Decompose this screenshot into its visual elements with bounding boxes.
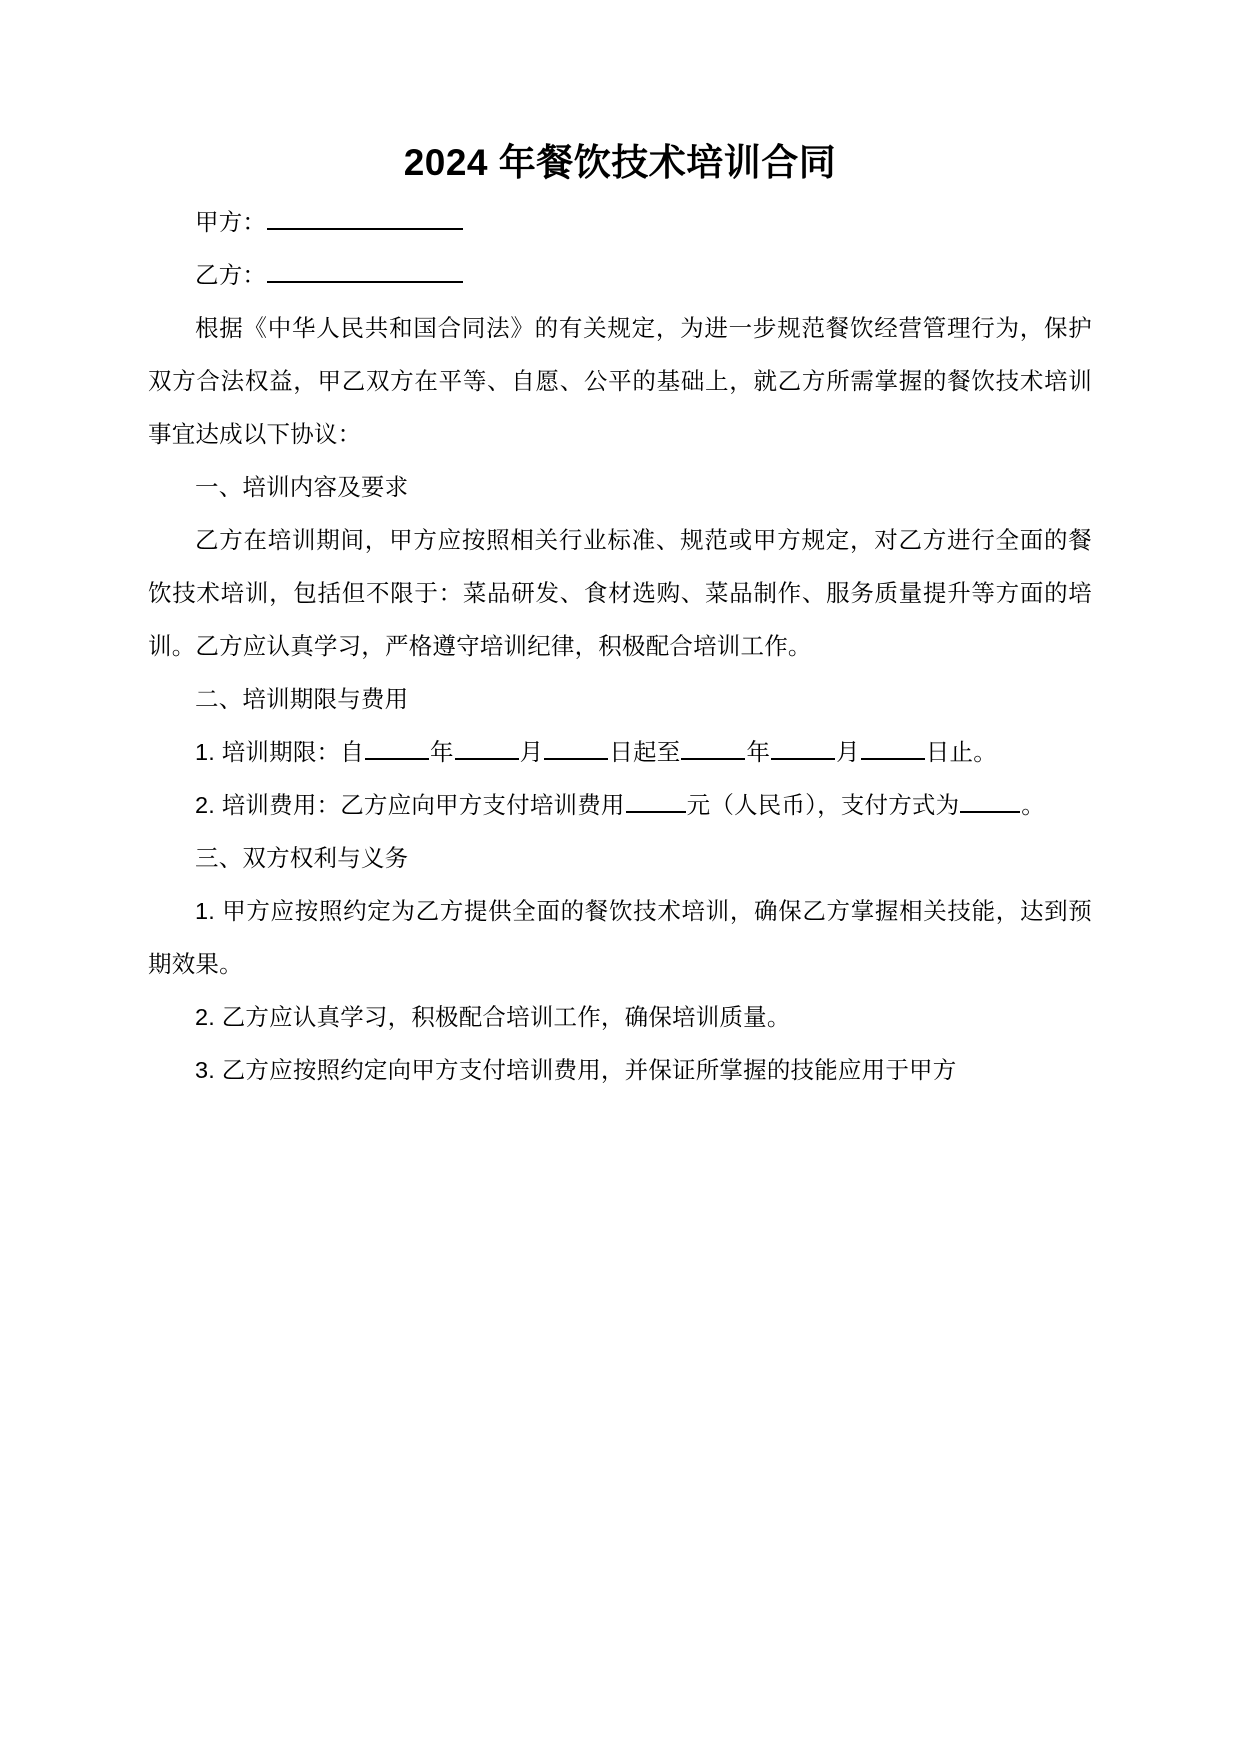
preamble-paragraph: 根据《中华人民共和国合同法》的有关规定，为进一步规范餐饮经营管理行为，保护双方合法权益，甲乙双方在平等、自愿、公平的基础上，就乙方所需掌握的餐饮技术培训事宜达成以下协议： — [148, 315, 1092, 447]
fee-suffix: 。 — [1021, 792, 1045, 818]
section-heading-3: 三、双方权利与义务 — [195, 845, 409, 871]
item-number: 1. — [195, 739, 215, 765]
party-a-label: 甲方： — [195, 209, 267, 235]
item-prefix: 培训费用：乙方应向甲方支付培训费用 — [221, 792, 625, 818]
start-month-blank[interactable] — [455, 735, 519, 761]
end-month-blank[interactable] — [771, 735, 835, 761]
section-3-item-1 — [148, 885, 1092, 991]
end-day-blank[interactable] — [861, 735, 925, 761]
end-year-blank[interactable] — [681, 735, 745, 761]
section-heading-1: 一、培训内容及要求 — [195, 474, 409, 500]
fee-currency-label: 元（人民币），支付方式为 — [686, 792, 960, 818]
start-day-blank[interactable] — [544, 735, 608, 761]
item-number: 2. — [195, 792, 215, 818]
section-3-item-3 — [148, 1044, 1092, 1097]
fee-amount-blank[interactable] — [626, 788, 686, 814]
label-month-start: 月 — [519, 739, 544, 765]
item-number: 2. — [195, 1004, 215, 1030]
section-heading-2: 二、培训期限与费用 — [195, 686, 409, 712]
party-b-line — [148, 249, 1092, 302]
payment-method-blank[interactable] — [960, 788, 1020, 814]
label-day-end: 日止。 — [925, 739, 997, 765]
label-year-start: 年 — [429, 739, 454, 765]
section-2-item-2 — [148, 779, 1092, 832]
section-2-item-1 — [148, 726, 1092, 779]
party-b-blank[interactable] — [267, 258, 463, 284]
label-month-end: 月 — [836, 739, 860, 765]
item-number: 3. — [195, 1057, 215, 1083]
item-prefix: 培训期限：自 — [221, 739, 364, 765]
label-year-end: 年 — [746, 739, 771, 765]
section-3-item-2 — [148, 991, 1092, 1044]
item-number: 1. — [195, 898, 215, 924]
document-body — [148, 196, 1092, 1097]
party-a-blank[interactable] — [267, 205, 463, 231]
item-text: 甲方应按照约定为乙方提供全面的餐饮技术培训，确保乙方掌握相关技能，达到预期效果。 — [148, 898, 1092, 977]
section-1-paragraph-1: 乙方在培训期间，甲方应按照相关行业标准、规范或甲方规定，对乙方进行全面的餐饮技术培训，包括但不限于：菜品研发、食材选购、菜品制作、服务质量提升等方面的培训。乙方应认真学习，严格遵守培训纪律，积极配合培训工作。 — [148, 527, 1092, 659]
party-a-line — [148, 196, 1092, 249]
item-text: 乙方应认真学习，积极配合培训工作，确保培训质量。 — [221, 1004, 791, 1030]
item-text: 乙方应按照约定向甲方支付培训费用，并保证所掌握的技能应用于甲方 — [221, 1057, 957, 1083]
label-day-start: 日起至 — [609, 739, 681, 765]
start-year-blank[interactable] — [365, 735, 429, 761]
page-title: 2024 年餐饮技术培训合同 — [403, 142, 837, 183]
party-b-label: 乙方： — [195, 262, 267, 288]
